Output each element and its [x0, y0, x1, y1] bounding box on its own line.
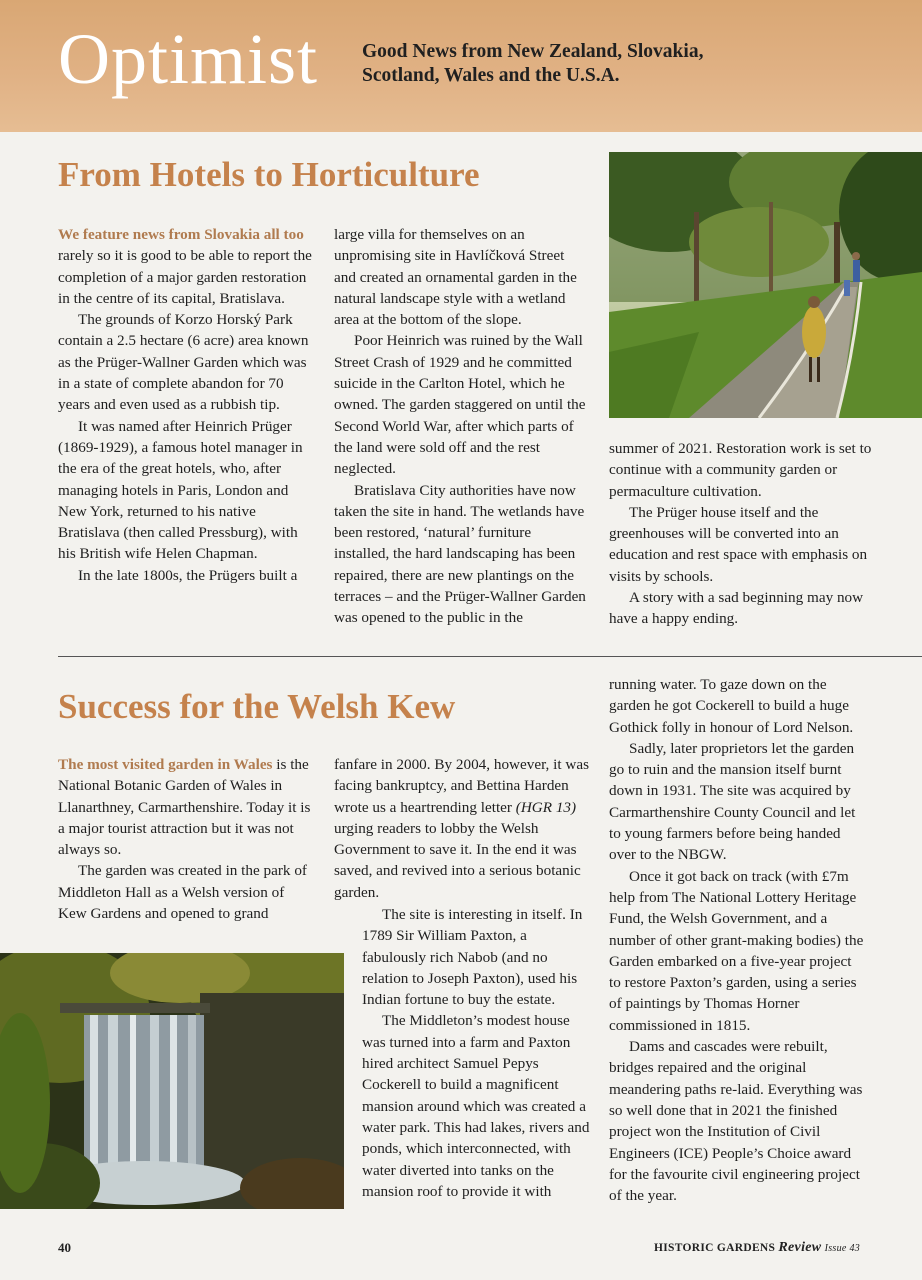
paragraph: The Prüger house itself and the greenhouses will be converted into an education and rest space with emphasis on visits by schools. — [609, 503, 868, 585]
article2-heading: Success for the Welsh Kew — [58, 687, 456, 726]
paragraph: A story with a sad beginning may now have a happy ending. — [609, 589, 864, 628]
paragraph: Poor Heinrich was ruined by the Wall Street Crash of 1929 and he committed suicide in the Carlton Hotel, which he owned. The garden staggered on until the Second World War, after which parts of the land were sold off and the rest neglected. — [334, 332, 586, 478]
paragraph: The grounds of Korzo Horský Park contain a 2.5 hectare (6 acre) area known as the Prüger-Wallner Garden which was in a state of complete abandon for 70 years and even used as a rubbish tip. — [58, 311, 309, 414]
header-banner — [0, 0, 922, 132]
section-subtitle: Good News from New Zealand, Slovakia, Scotland, Wales and the U.S.A. — [362, 41, 704, 86]
paragraph: summer of 2021. Restoration work is set to continue with a community garden or permaculture cultivation. — [609, 440, 872, 500]
paragraph: The garden was created in the park of Middleton Hall as a Welsh version of Kew Gardens and opened to grand — [58, 862, 307, 923]
article2-column-2-narrow — [362, 904, 590, 1202]
paragraph: Dams and cascades were rebuilt, bridges repaired and the original meandering paths re-laid. Everything was so well done that in 2021 the finished project won the Institution of Civil Engineers (ICE) People’s Choice award for the favourite civil engineering project of the year. — [609, 1038, 863, 1205]
waterfall-photo — [0, 953, 344, 1209]
article1-column-3 — [609, 438, 874, 630]
page-number: 40 — [58, 1240, 71, 1255]
article1-column-2 — [334, 224, 590, 629]
paragraph: Sadly, later proprietors let the garden go to ruin and the mansion itself burnt down in 1931. The site was acquired by Carmarthenshire County Council and let to young farmers before being handed over to the NBGW. — [609, 739, 856, 864]
magazine-footer — [654, 1240, 860, 1256]
article2-column-2 — [334, 754, 590, 903]
article1-column-1 — [58, 224, 314, 586]
paragraph: fanfare in 2000. By 2004, however, it was facing bankruptcy, and Bettina Harden wrote us a heartrending letter — [334, 756, 589, 816]
paragraph: large villa for themselves on an unpromising site in Havlíčková Street and created an ornamental garden in the natural landscape style with a wetland area at the bottom of the slope. — [334, 226, 577, 329]
paragraph: The Middleton’s modest house was turned into a farm and Paxton hired architect Samuel Pepys Cockerell to build a magnificent mansion around which was created a water park. This had lakes, rivers and ponds, which interconnected, with water diverted into tanks on the mansion roof to provide it with — [362, 1012, 590, 1200]
paragraph: Bratislava City authorities have now taken the site in hand. The wetlands have been restored, ‘natural’ furniture installed, the hard landscaping has been repaired, there are new plantings on the terraces – and the Prüger-Wallner Garden was opened to the public in the — [334, 481, 586, 627]
section-divider — [58, 656, 922, 657]
paragraph: It was named after Heinrich Prüger (1869-1929), a famous hotel manager in the era of the great hotels, who, after managing hotels in Paris, London and New York, returned to his native Bratislava (then called Pressburg), with his British wife Helen Chapman. — [58, 417, 303, 563]
paragraph: rarely so it is good to be able to report the completion of a major garden restoration in the centre of its capital, Bratislava. — [58, 247, 312, 307]
garden-path-photo — [609, 152, 922, 418]
paragraph: urging readers to lobby the Welsh Government to save it. In the end it was saved, and revived into a serious botanic garden. — [334, 819, 581, 901]
paragraph: The site is interesting in itself. In 1789 Sir William Paxton, a fabulously rich Nabob (and no relation to Joseph Paxton), used his Indian fortune to buy the estate. — [362, 906, 583, 1009]
magazine-name: HISTORIC GARDENS — [654, 1242, 776, 1254]
magazine-name-italic: Review — [778, 1240, 822, 1255]
article2-column-3 — [609, 674, 867, 1206]
paragraph: is the National Botanic Garden of Wales in Llanarthney, Carmarthenshire. Today it is a major tourist attraction but it was not always so. — [58, 756, 311, 859]
paragraph: In the late 1800s, the Prügers built a — [78, 566, 298, 584]
issue-reference: (HGR 13) — [515, 798, 577, 816]
section-title: Optimist — [58, 19, 319, 99]
article2-column-1 — [58, 754, 314, 924]
article2-lead: The most visited garden in Wales — [58, 756, 273, 773]
issue-number: Issue 43 — [824, 1243, 861, 1254]
paragraph: running water. To gaze down on the garden he got Cockerell to build a huge Gothick folly in honour of Lord Nelson. — [609, 676, 854, 736]
article1-heading: From Hotels to Horticulture — [58, 155, 480, 194]
paragraph: Once it got back on track (with £7m help from The National Lottery Heritage Fund, the Welsh Government, and a number of other grant-making bodies) the Garden embarked on a five-year project to restore Paxton’s garden, using a series of paintings by Thomas Horner commissioned in 1815. — [609, 867, 864, 1034]
article1-lead: We feature news from Slovakia all too — [58, 226, 304, 243]
